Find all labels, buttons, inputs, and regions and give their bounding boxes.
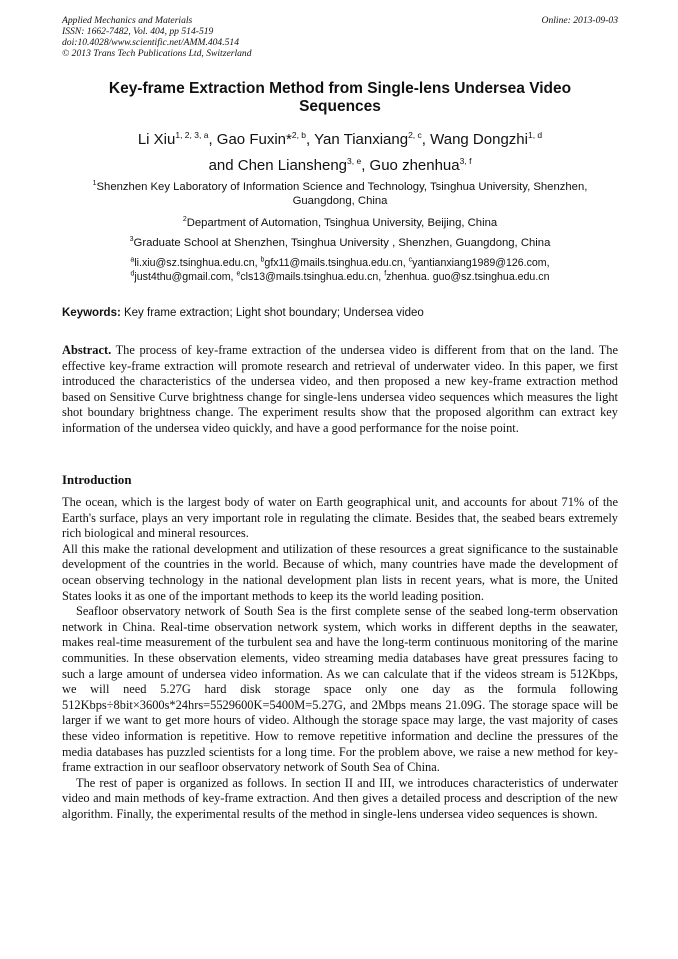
journal-header [62,15,618,59]
email-line-2: $^d$just4thu@gmail.com, $^e$cls13@mails.tsinghua.edu.cn, $^f$zhenhua. guo@sz.tsinghua.edu.cn [130,270,550,283]
copyright-line: © 2013 Trans Tech Publications Ltd, Switzerland [62,48,252,59]
issn-line: ISSN: 1662-7482, Vol. 404, pp 514-519 [62,26,214,37]
affiliation-sup: 3 [129,236,134,244]
author-name: Li Xiu [137,131,176,148]
paper-title: Key-frame Extraction Method from Single-lens Undersea Video Sequences [108,80,572,115]
email-list [70,256,610,284]
author-sup: 2, c [408,130,422,140]
email-link[interactable]: li.xiu@sz.tsinghua.edu.cn, [134,257,261,269]
paragraph: All this make the rational development and utilization of these resources a great significance to the sustainable development of the countries in the world. Because of which, many countries have made the development of ocean observing technology in the national development plan lists in recent years, what is more, the United States looks it as one of the important methods to keep its the world leading position. [62,541,618,603]
author-name: Yan Tianxiang [314,131,409,148]
affiliation-1 [70,180,610,208]
abstract-text: The process of key-frame extraction of the undersea video is different from that on the land. The effective key-frame extraction will promote research and retrieval of underwater video. In this paper, we first introduced the characteristics of the undersea video, and then proposed a new key-frame extraction method based on Sensitive Curve brightness change for single-lens undersea video sequences which measures the light shot boundary brightness change. The experiment results show that the proposed algorithm can extract key information of the undersea video quickly, and have a good performance for the noise point. [62,343,618,435]
abstract-label: Abstract. [62,343,112,357]
email-link[interactable]: just4thu@gmail.com, [134,271,237,283]
affiliation-text: Shenzhen Key Laboratory of Information Science and Technology, Tsinghua University, Shenzhen, Guangdong, China [96,181,588,207]
affiliation-3 [70,236,610,250]
author-sup: 3, e [347,156,362,166]
paragraph: Seafloor observatory network of South Sea is the first complete sense of the seabed long-term observation network in China. Real-time observation network system, which works in different depths in the seawater, makes real-time measurement of the turbulent sea and have the long-term continuous monitoring of the marine communities. In these observation elements, video streaming media databases have great pressures facing to such a large amount of undersea video information. As we can calculate that if the videos stream is 512Kbps, we will need 5.27G hard disk storage space only one day as the formula following 512Kbps÷8bit×3600s*24hrs=5529600K=5400M=5.27G, and 2Mbps means 21.09G. The storage space will be larger if we want to get more hours of video. Although the storage space may large, the vast majority of cases these video information is repetitive. How to remove repetitive information and decline the pressures of the media databases has puzzled scientists for a long time. For the problem above, we raise a new method for key-frame extraction in our seafloor observatory network of South Sea of China. [62,604,618,775]
paragraph: The ocean, which is the largest body of water on Earth geographical unit, and accounts for about 71% of the Earth's surface, plays an very important role in regulating the climate. Besides that, the seabed bears extremely rich biological and mineral resources. [62,495,618,541]
author-sup: 1, d [527,130,543,140]
author-sup: 1, 2, 3, a [175,130,209,140]
email-line-1: $^a$li.xiu@sz.tsinghua.edu.cn, $^b$gfx11@mails.tsinghua.edu.cn, $^c$yantianxiang1989@126.com, [130,256,550,269]
author-name: Guo zhenhua [369,157,460,174]
email-link[interactable]: zhenhua. guo@sz.tsinghua.edu.cn [386,271,550,283]
abstract [62,343,618,437]
paragraph: The rest of paper is organized as follows. In section II and III, we introduces characteristics of underwater video and main methods of key-frame extraction. And then gives a detailed process and description of the new algorithm. Finally, the experimental results of the method in single-lens undersea video sequences is shown. [62,775,618,821]
journal-name: Applied Mechanics and Materials [62,15,193,26]
email-link[interactable]: cls13@mails.tsinghua.edu.cn, [240,271,385,283]
author-list [70,127,610,179]
introduction-body [62,495,618,822]
email-link[interactable]: gfx11@mails.tsinghua.edu.cn, [264,257,409,269]
affiliation-2 [70,216,610,230]
author-name: Wang Dongzhi [430,131,528,148]
affiliation-text: Graduate School at Shenzhen, Tsinghua University , Shenzhen, Guangdong, China [133,237,551,249]
author-name: Gao Fuxin* [216,131,292,148]
online-date: Online: 2013-09-03 [541,15,618,26]
section-heading-introduction: Introduction [62,473,132,487]
author-sup: 2, b [291,130,307,140]
keywords-label: Keywords: [62,307,121,319]
keywords [62,306,618,320]
affiliation-sup: 1 [92,180,97,188]
affiliation-text: Department of Automation, Tsinghua University, Beijing, China [186,217,498,229]
author-line-1: Li Xiu$^{1, 2, 3, a}$, Gao Fuxin*$^{2, b}$, Yan Tianxiang$^{2, c}$, Wang Dongzhi$^{1, d}$ [137,130,543,148]
doi-line: doi:10.4028/www.scientific.net/AMM.404.514 [62,37,240,48]
author-line-2: and Chen Liansheng$^{3, e}$, Guo zhenhua$^{3, f}$ [208,156,472,174]
author-sup: 3, f [459,156,472,166]
author-name: and Chen Liansheng [208,157,348,174]
affiliation-sup: 2 [182,216,187,224]
email-link[interactable]: yantianxiang1989@126.com, [412,257,550,269]
keywords-text: Key frame extraction; Light shot boundary; Undersea video [120,307,424,319]
